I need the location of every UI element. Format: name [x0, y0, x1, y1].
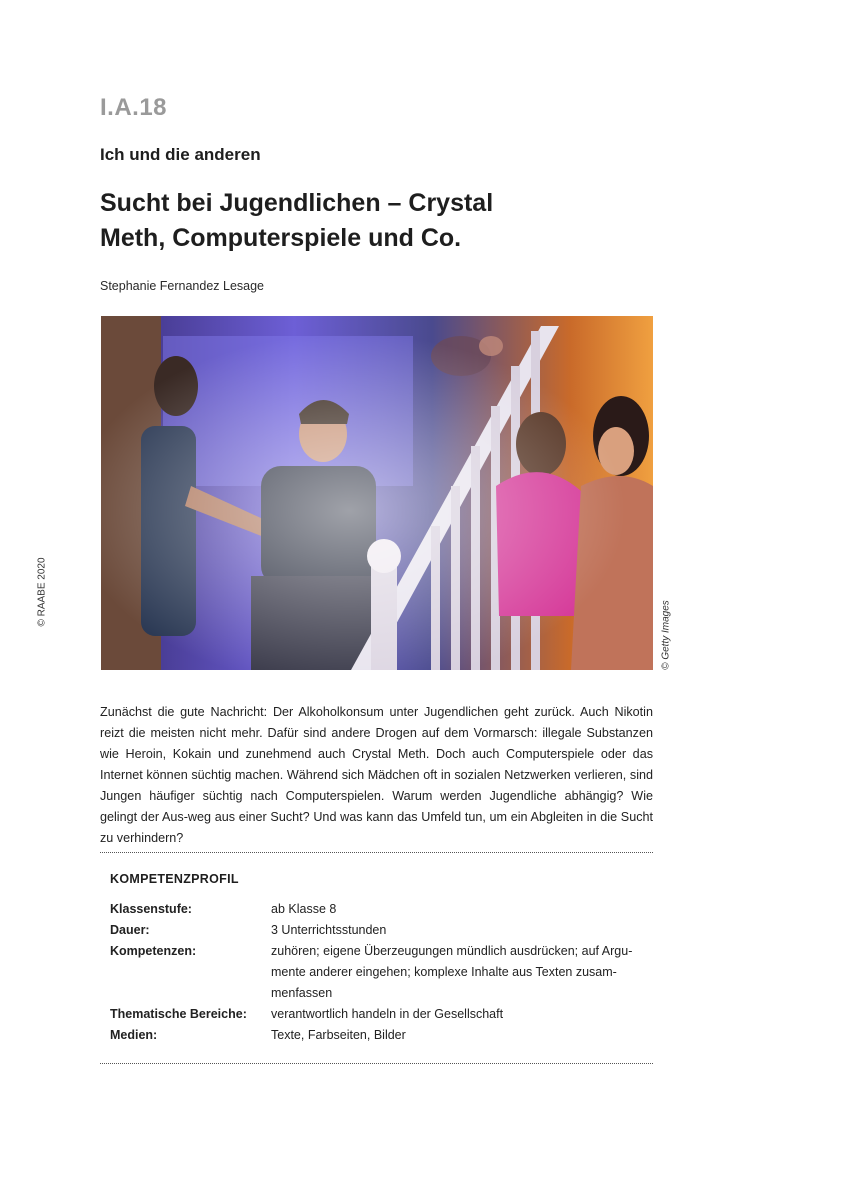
profile-value: verantwortlich handeln in der Gesellschaft — [271, 1007, 504, 1021]
profile-value: 3 Unterrichtsstunden — [271, 923, 387, 937]
intro-paragraph: Zunächst die gute Nachricht: Der Alkoholkonsum unter Jugendlichen geht zurück. Auch Nikotin reizt die meisten nicht mehr. Dafür sind andere Drogen auf dem Vormarsch: illegale Substanzen wie Heroin, Kokain und zunehmend auch Crystal Meth. Doch auch Computerspiele oder das Internet können süchtig machen. Während sich Mädchen oft in sozialen Netzwerken verlieren, sind Jungen häufiger süchtig nach Computerspielen. Warum werden Jugendliche abhängig? Wie gelingt der Aus-weg aus einer Sucht? Und was kann das Umfeld tun, um ein Abgleiten in die Sucht zu verhindern? — [100, 705, 653, 845]
profile-value: zuhören; eigene Überzeugungen mündlich ausdrücken; auf Argu-mente anderer eingehen; komplexe Inhalte aus Texten zusam-menfassen — [271, 944, 633, 1000]
profile-row — [110, 941, 640, 1004]
copyright-notice: © RAABE 2020 — [36, 557, 48, 627]
profile-label: Medien: — [110, 1028, 158, 1042]
title-line-2: Meth, Computerspiele und Co. — [100, 224, 462, 252]
competence-profile-heading: KOMPETENZPROFIL — [110, 872, 239, 886]
unit-code: I.A.18 — [100, 94, 168, 121]
competence-profile — [110, 899, 640, 1046]
profile-label: Klassenstufe: — [110, 902, 192, 916]
profile-row — [110, 1004, 640, 1025]
profile-row — [110, 1025, 640, 1046]
profile-row — [110, 920, 640, 941]
divider-bottom — [100, 1063, 653, 1064]
profile-label: Thematische Bereiche: — [110, 1007, 247, 1021]
profile-label: Kompetenzen: — [110, 944, 197, 958]
profile-label: Dauer: — [110, 923, 150, 937]
photo-credit: © Getty Images — [660, 600, 672, 670]
author: Stephanie Fernandez Lesage — [100, 279, 265, 293]
section-title: Ich und die anderen — [100, 145, 261, 164]
cover-photo — [101, 316, 653, 670]
profile-value: Texte, Farbseiten, Bilder — [271, 1028, 406, 1042]
title-line-1: Sucht bei Jugendlichen – Crystal — [100, 189, 494, 217]
divider-top — [100, 852, 653, 853]
party-scene-illustration — [101, 316, 653, 670]
profile-row — [110, 899, 640, 920]
page-title — [100, 186, 620, 256]
profile-value: ab Klasse 8 — [271, 902, 337, 916]
